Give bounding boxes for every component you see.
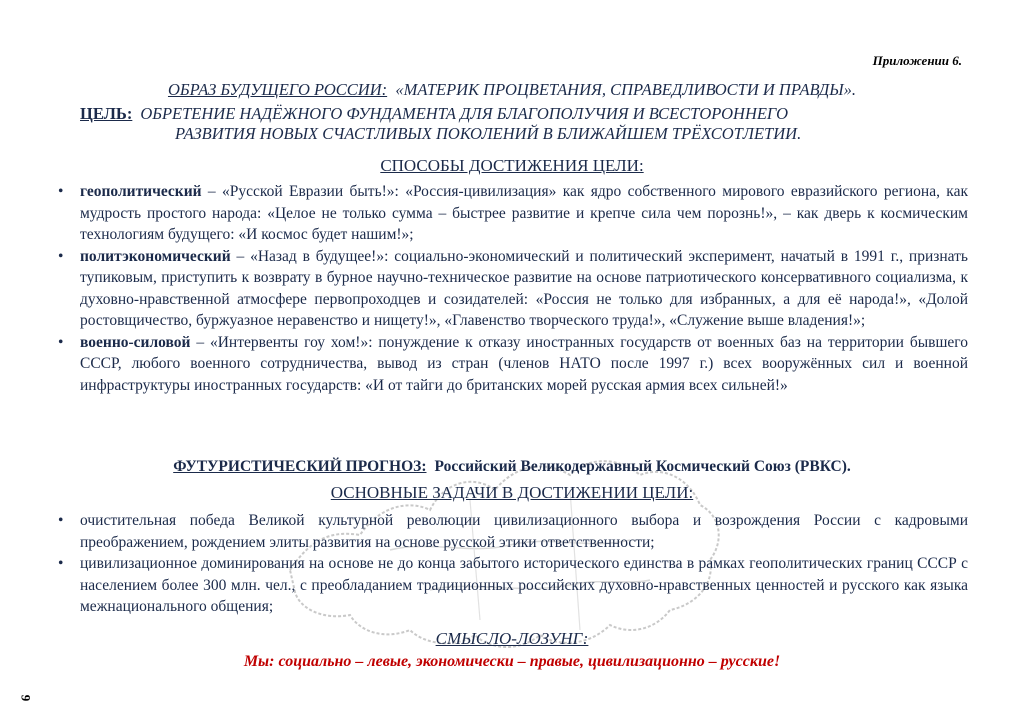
method-term: политэкономический [80,247,231,265]
list-item [58,246,968,332]
list-item [58,332,968,397]
bullet-icon: • [58,183,64,200]
task-text: очистительная победа Великой культурной революции цивилизационного выбора и возрождения России с кадровыми преображением, рождением элиты развития на основе русской этики ответственности; [80,512,968,551]
bullet-icon: • [58,555,64,572]
goal-label: ЦЕЛЬ: [80,104,133,123]
bullet-icon: • [58,512,64,529]
method-text: – «Русской Евразии быть!»: «Россия-цивилизация» как ядро собственного мирового евразийского региона, как мудрость простого народа: «Целое не только сумма – быстрее развитие и крепче сила чем порознь!», – как дверь к космическим технологиям будущего: «И космос будет нашим!»; [80,183,968,243]
bullet-icon: • [58,247,64,265]
title-value: «МАТЕРИК ПРОЦВЕТАНИЯ, СПРАВЕДЛИВОСТИ И ПРАВДЫ». [395,80,857,99]
tasks-heading: ОСНОВНЫЕ ЗАДАЧИ В ДОСТИЖЕНИИ ЦЕЛИ: [330,483,694,502]
goal-line-2: РАЗВИТИЯ НОВЫХ СЧАСТЛИВЫХ ПОКОЛЕНИЙ В БЛИЖАЙШЕМ ТРЁХСОТЛЕТИИ. [175,124,802,143]
slogan-heading: СМЫСЛО-ЛОЗУНГ: [435,629,589,648]
method-term: военно-силовой [80,333,191,351]
title-key: ОБРАЗ БУДУЩЕГО РОССИИ: [167,80,388,99]
document-title [0,80,1024,100]
goal-block [80,104,950,144]
methods-heading: СПОСОБЫ ДОСТИЖЕНИЯ ЦЕЛИ: [380,156,644,175]
bullet-icon: • [58,333,64,351]
task-text: цивилизационное доминирования на основе не до конца забытого исторического единства в рамках геополитических границ СССР с населением более 300 млн. чел., с преобладанием традиционных российских духовно-нравственных ценностей и русского как языка межнационального общения; [80,555,968,615]
method-term: геополитический [80,183,202,200]
method-text: – «Интервенты гоу хом!»: понуждение к отказу иностранных государств от военных баз на территории бывшего СССР, любого военного сотрудничества, вывод из стран (членов НАТО после 1997 г.) всех вооружённых сил и военной инфраструктуры иностранных государств: «И от тайги до британских морей русская армия всех сильней!» [80,333,968,394]
list-item [58,510,968,553]
methods-list [58,181,968,396]
forecast-line [0,458,1024,476]
tasks-list [58,510,968,618]
method-text: – «Назад в будущее!»: социально-экономический и политический эксперимент, начатый в 1991 г., признать тупиковым, приступить к возврату в бурное научно-техническое развитие на основе патриотического консервативного социализма, к духовно-нравственной атмосфере первопроходцев и созидателей: «Россия не только для избранных, а для её народа!», «Долой ростовщичество, буржуазное неравенство и нищету!», «Главенство творческого труда!», «Служение выше владения!»; [80,247,968,329]
appendix-label: Приложении 6. [872,53,962,68]
goal-line-1: ОБРЕТЕНИЕ НАДЁЖНОГО ФУНДАМЕНТА ДЛЯ БЛАГОПОЛУЧИЯ И ВСЕСТОРОННЕГО [140,104,789,123]
forecast-key: ФУТУРИСТИЧЕСКИЙ ПРОГНОЗ: [173,458,427,475]
list-item [58,181,968,246]
page-number: 9 [18,694,34,702]
forecast-value: Российский Великодержавный Космический Союз (РВКС). [434,458,851,475]
list-item [58,553,968,618]
slogan-text: Мы: социально – левые, экономически – правые, цивилизационно – русские! [243,653,781,670]
